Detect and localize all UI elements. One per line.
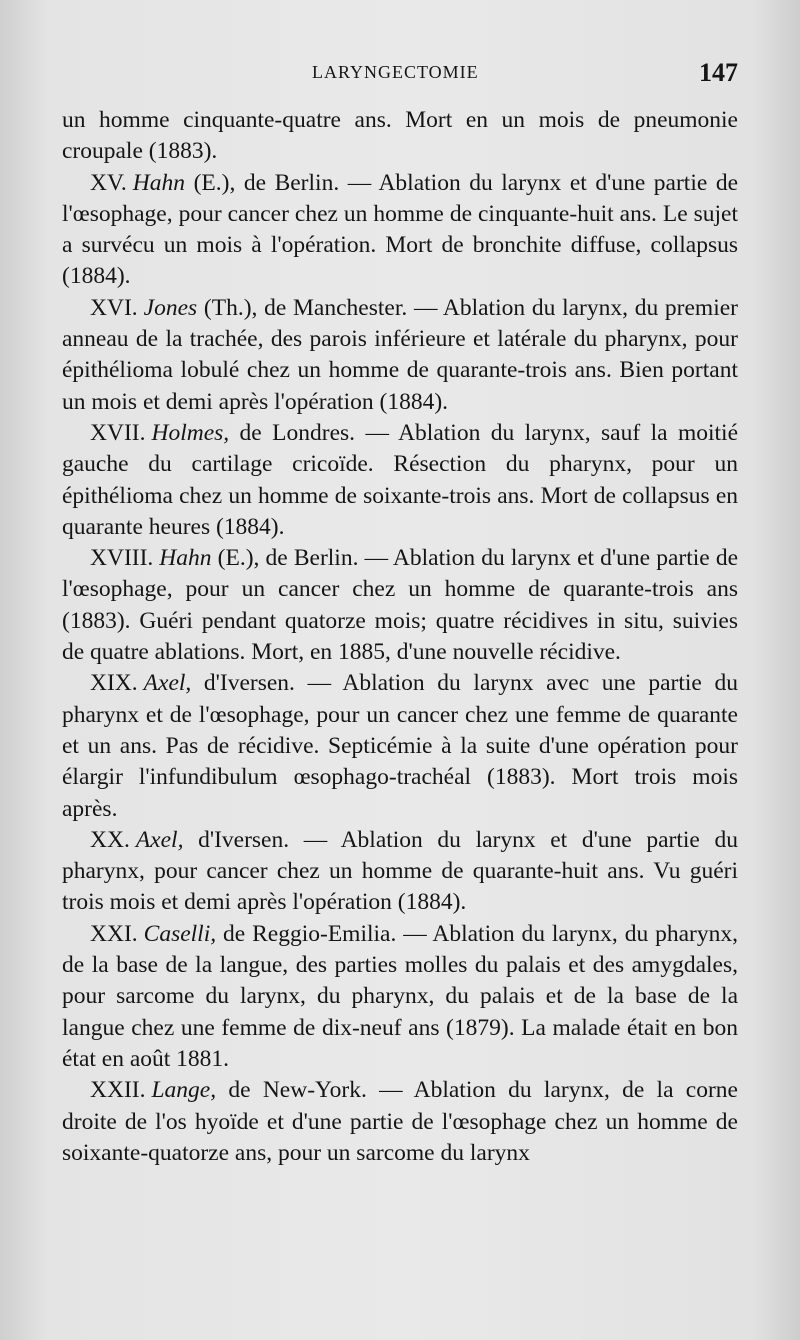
case-number: XIX. [90,670,138,697]
page-number: 147 [699,58,738,87]
case-text: de New-York. — Ablation du larynx, de la corne droite de l'os hyoïde et d'une partie de l'œsophage chez un homme de soixante-quatorze ans, pour un sarcome du larynx [62,1077,738,1166]
case-text: (E.), de Berlin. — Ablation du larynx et d'une partie de l'œsophage, pour cancer chez un homme de cinquante-huit ans. Le sujet a survécu un mois à l'opération. Mort de bronchite diffuse, collapsus (1884). [62,169,738,290]
case-author: Axel, [135,826,184,853]
case-paragraph [62,418,738,543]
case-number: XVI. [90,294,138,321]
case-paragraph [62,825,738,919]
paragraph [62,105,738,168]
case-author: Jones [143,294,198,321]
case-text: (Th.), de Manchester. — Ablation du larynx, du premier anneau de la trachée, des parois inférieure et latérale du pharynx, pour épithélioma lobulé chez un homme de quarante-trois ans. Bien portant un mois et demi après l'opération (1884). [62,294,738,415]
case-number: XV. [90,169,127,196]
case-text: d'Iversen. — Ablation du larynx avec une partie du pharynx et de l'œsophage, pour un cancer chez une femme de quarante et un ans. Pas de récidive. Septicémie à la suite d'une opération pour élargir l'infundibulum œsophago-trachéal (1883). Mort trois mois après. [62,670,738,822]
case-author: Caselli, [143,920,217,947]
case-paragraph [62,543,738,668]
case-text: d'Iversen. — Ablation du larynx et d'une partie du pharynx, pour cancer chez un homme de quarante-huit ans. Vu guéri trois mois et demi après l'opération (1884). [62,826,738,916]
case-number: XXII. [90,1077,146,1104]
case-paragraph [62,293,738,418]
case-number: XVII. [90,419,146,446]
case-author: Hahn [159,545,212,572]
case-number: XX. [90,826,130,853]
case-author: Lange, [151,1077,217,1104]
running-title: LARYNGECTOMIE [312,62,479,82]
case-author: Axel, [143,670,192,697]
paragraph-text: un homme cinquante-quatre ans. Mort en un mois de pneumonie croupale (1883). [62,107,738,165]
case-paragraph [62,668,738,824]
case-author: Holmes, [151,419,230,446]
case-text: de Reggio-Emilia. — Ablation du larynx, du pharynx, de la base de la langue, des parties molles du palais et des amygdales, pour sarcome du larynx, du pharynx, du palais et de la base de la langue chez une femme de dix-neuf ans (1879). La malade était en bon état en août 1881. [62,920,738,1072]
case-paragraph [62,168,738,293]
case-text: (E.), de Berlin. — Ablation du larynx et d'une partie de l'œsophage, pour un cancer chez un homme de quarante-trois ans (1883). Guéri pendant quatorze mois; quatre récidives in situ, suivies de quatre ablations. Mort, en 1885, d'une nouvelle récidive. [62,545,738,666]
case-paragraph [62,919,738,1075]
case-paragraph [62,1075,738,1169]
case-number: XXI. [90,920,138,947]
case-author: Hahn [132,169,186,196]
body-text [62,105,738,1169]
case-text: de Londres. — Ablation du larynx, sauf la moitié gauche du cartilage cricoïde. Résection du pharynx, pour un épithélioma chez un homme de soixante-trois ans. Mort de collapsus en quarante heures (1884). [62,419,738,540]
page-header [62,58,738,92]
case-number: XVIII. [90,545,154,572]
